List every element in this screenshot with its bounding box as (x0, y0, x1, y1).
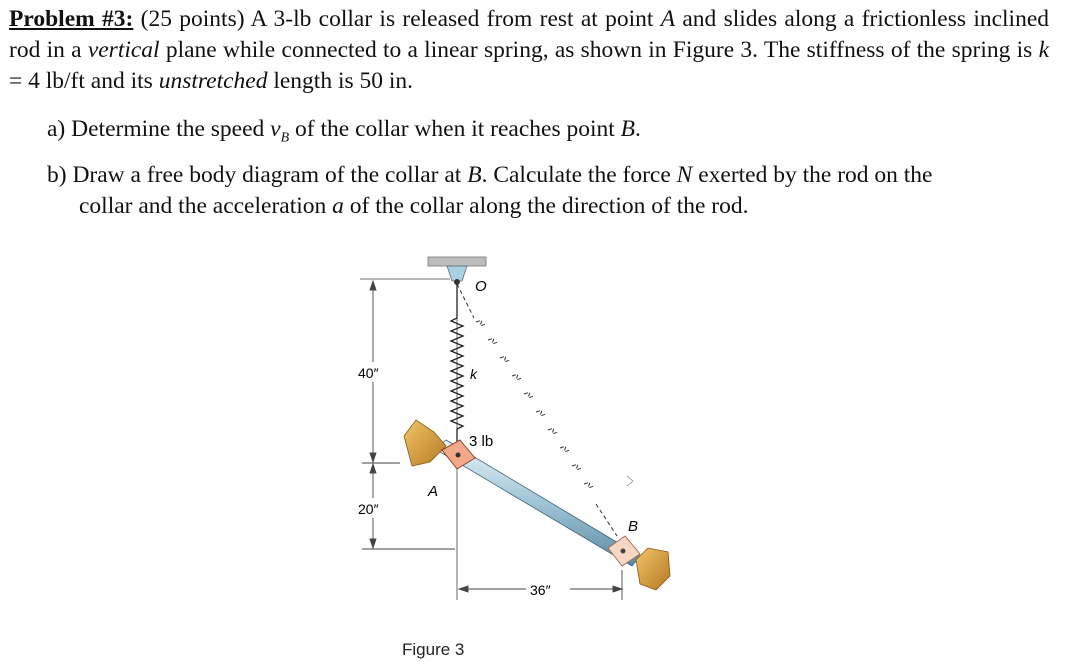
acceleration-symbol: a (332, 193, 344, 219)
point-b-symbol-2: B (467, 162, 482, 188)
point-b-symbol: B (620, 116, 636, 142)
small-arrow-mark (627, 476, 633, 486)
problem-text-1: A 3-lb collar is released from rest at point (244, 6, 661, 32)
rod-support-b (636, 548, 670, 590)
part-a-end: . (635, 116, 641, 142)
dim-36: 36″ (530, 582, 551, 598)
dim-40: 40″ (358, 365, 379, 381)
part-b-label: b) (47, 162, 67, 188)
normal-force-symbol: N (676, 162, 693, 188)
label-weight: 3 lb (469, 433, 494, 450)
points: (25 points) (140, 6, 245, 32)
part-a-label: a) (47, 116, 66, 142)
problem-text-4: = 4 lb/ft and its (9, 68, 159, 94)
vertical-word: vertical (87, 37, 160, 63)
part-b-text-4: collar and the acceleration (79, 193, 333, 219)
point-a-symbol: A (660, 6, 676, 32)
part-b-text-2: . Calculate the force (481, 162, 677, 188)
problem-header: Problem #3: (9, 6, 134, 32)
problem-text-2: and slides along a frictionless inclined rod in a (9, 6, 1050, 63)
part-b-text-5: of the collar along the direction of the rod. (343, 193, 749, 219)
label-k: k (470, 366, 477, 382)
problem-text-3: plane while connected to a linear spring, as shown in Figure 3. The stiffness of the spring is (159, 37, 1039, 63)
figure-caption: Figure 3 (402, 640, 465, 659)
dim-20: 20″ (358, 501, 379, 517)
k-symbol: k (1038, 37, 1049, 63)
part-a-text-2: of the collar when it reaches point (289, 116, 621, 142)
label-a: A (428, 483, 439, 500)
part-b-text-3: exerted by the rod on the (692, 162, 933, 188)
label-o: O (475, 278, 487, 295)
rod-support-a (404, 420, 446, 466)
label-b: B (628, 518, 639, 535)
speed-subscript: B (280, 130, 290, 146)
part-b-text-1: Draw a free body diagram of the collar at (72, 162, 468, 188)
speed-symbol: v (270, 116, 281, 142)
unstretched-word: unstretched (158, 68, 268, 94)
problem-text-5: length is 50 in. (267, 68, 414, 94)
part-a-text-1: Determine the speed (71, 116, 271, 142)
